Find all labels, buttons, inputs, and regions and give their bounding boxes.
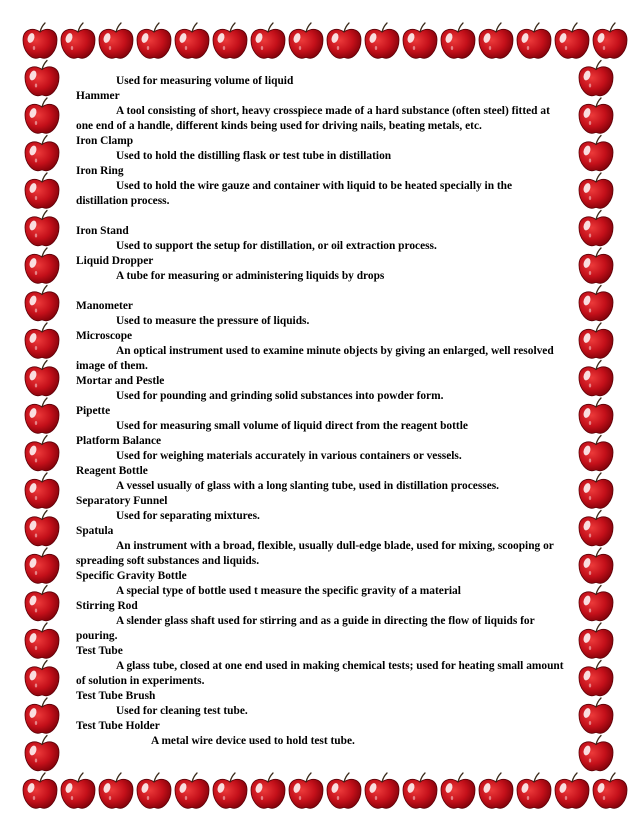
entry-term: Test Tube <box>76 645 123 657</box>
apple-icon <box>479 773 513 808</box>
apple-icon <box>213 773 247 808</box>
glossary-list <box>76 89 566 749</box>
apple-icon <box>23 23 57 58</box>
entry-definition: Used for separating mixtures. <box>116 510 260 522</box>
entry-definition: A vessel usually of glass with a long slanting tube, used in distillation processes. <box>116 480 500 492</box>
apple-icon <box>579 286 613 321</box>
apple-icon <box>579 548 613 583</box>
glossary-entry <box>76 464 566 494</box>
entry-definition: An instrument with a broad, flexible, usually dull-edge blade, used for mixing, scooping or spreading soft substances and liquids. <box>76 540 554 567</box>
entry-term: Reagent Bottle <box>76 465 148 477</box>
entry-term: Stirring Rod <box>76 600 138 612</box>
apple-icon <box>25 661 59 696</box>
glossary-entry <box>76 524 566 569</box>
apple-icon <box>25 511 59 546</box>
entry-definition: Used for cleaning test tube. <box>116 705 248 717</box>
apple-icon <box>99 23 133 58</box>
glossary-entry <box>76 374 566 404</box>
apple-icon <box>579 211 613 246</box>
apple-icon <box>555 773 589 808</box>
apple-icon <box>593 773 627 808</box>
apple-icon <box>579 323 613 358</box>
apple-icon <box>137 23 171 58</box>
apple-icon <box>175 773 209 808</box>
entry-definition: Used for pounding and grinding solid substances into powder form. <box>116 390 444 402</box>
glossary-entry <box>76 434 566 464</box>
apple-icon <box>579 361 613 396</box>
apple-icon <box>289 773 323 808</box>
entry-definition: A glass tube, closed at one end used in making chemical tests; used for heating small amount of solution in experiments. <box>76 660 564 687</box>
entry-term: Iron Stand <box>76 225 129 237</box>
entry-definition: Used to support the setup for distillation, or oil extraction process. <box>116 240 437 252</box>
glossary-entry <box>76 224 566 254</box>
entry-definition: A slender glass shaft used for stirring and as a guide in directing the flow of liquids for pouring. <box>76 615 535 642</box>
apple-icon <box>579 136 613 171</box>
apple-icon <box>479 23 513 58</box>
apple-icon <box>25 211 59 246</box>
entry-term: Test Tube Brush <box>76 690 156 702</box>
apple-icon <box>25 398 59 433</box>
apple-icon <box>579 623 613 658</box>
entry-term: Platform Balance <box>76 435 162 447</box>
glossary-entry <box>76 89 566 134</box>
entry-definition: An optical instrument used to examine minute objects by giving an enlarged, well resolved image of them. <box>76 345 554 372</box>
apple-icon <box>61 23 95 58</box>
apple-icon <box>25 248 59 283</box>
apple-icon <box>25 698 59 733</box>
entry-term: Test Tube Holder <box>76 720 160 732</box>
apple-icon <box>289 23 323 58</box>
entry-term: Iron Ring <box>76 165 124 177</box>
apple-icon <box>25 173 59 208</box>
entry-term: Microscope <box>76 330 133 342</box>
apple-icon <box>579 98 613 133</box>
entry-definition: A special type of bottle used t measure the specific gravity of a material <box>116 585 461 597</box>
apple-icon <box>403 23 437 58</box>
apple-icon <box>517 23 551 58</box>
entry-definition: Used for weighing materials accurately in various containers or vessels. <box>116 450 462 462</box>
apple-icon <box>25 136 59 171</box>
apple-icon <box>175 23 209 58</box>
apple-icon <box>25 61 59 96</box>
apple-icon <box>213 23 247 58</box>
apple-icon <box>579 436 613 471</box>
glossary-entry <box>76 719 566 749</box>
entry-definition: Used for measuring small volume of liquid direct from the reagent bottle <box>116 420 468 432</box>
apple-icon <box>579 61 613 96</box>
apple-icon <box>517 773 551 808</box>
glossary-entry <box>76 494 566 524</box>
glossary-entry <box>76 134 566 164</box>
apple-icon <box>555 23 589 58</box>
intro-definition: Used for measuring volume of liquid <box>116 75 294 87</box>
apple-icon <box>593 23 627 58</box>
glossary-entry <box>76 404 566 434</box>
apple-icon <box>251 23 285 58</box>
apple-icon <box>137 773 171 808</box>
glossary-entry <box>76 599 566 644</box>
glossary-entry <box>76 689 566 719</box>
entry-term: Spatula <box>76 525 114 537</box>
glossary-entry <box>76 329 566 374</box>
apple-icon <box>327 773 361 808</box>
apple-icon <box>579 661 613 696</box>
apple-icon <box>441 773 475 808</box>
apple-icon <box>25 98 59 133</box>
apple-icon <box>579 173 613 208</box>
apple-icon <box>579 511 613 546</box>
entry-definition: Used to hold the wire gauze and container with liquid to be heated specially in the distillation process. <box>76 180 513 207</box>
apple-icon <box>25 361 59 396</box>
glossary-entry <box>76 644 566 689</box>
apple-icon <box>579 586 613 621</box>
apple-icon <box>441 23 475 58</box>
entry-term: Pipette <box>76 405 111 417</box>
entry-term: Hammer <box>76 90 120 102</box>
apple-icon <box>579 248 613 283</box>
glossary-entry <box>76 569 566 599</box>
apple-icon <box>25 736 59 771</box>
apple-icon <box>99 773 133 808</box>
entry-term: Liquid Dropper <box>76 255 154 267</box>
apple-icon <box>23 773 57 808</box>
apple-icon <box>61 773 95 808</box>
entry-term: Iron Clamp <box>76 135 134 147</box>
glossary-entry <box>76 254 566 284</box>
glossary-entry <box>76 164 566 209</box>
entry-term: Manometer <box>76 300 133 312</box>
apple-icon <box>579 398 613 433</box>
entry-definition: A metal wire device used to hold test tube. <box>151 735 355 747</box>
apple-icon <box>579 736 613 771</box>
apple-icon <box>403 773 437 808</box>
entry-term: Separatory Funnel <box>76 495 168 507</box>
apple-icon <box>25 548 59 583</box>
apple-icon <box>25 473 59 508</box>
apple-icon <box>365 773 399 808</box>
apple-icon <box>25 623 59 658</box>
entry-definition: A tool consisting of short, heavy crosspiece made of a hard substance (often steel) fitted at one end of a handle, different kinds being used for driving nails, beating metals, etc. <box>76 105 550 132</box>
glossary-content <box>76 74 566 749</box>
entry-definition: Used to hold the distilling flask or test tube in distillation <box>116 150 392 162</box>
apple-icon <box>579 473 613 508</box>
apple-icon <box>251 773 285 808</box>
glossary-entry <box>76 299 566 329</box>
entry-definition: Used to measure the pressure of liquids. <box>116 315 310 327</box>
entry-term: Mortar and Pestle <box>76 375 165 387</box>
apple-icon <box>579 698 613 733</box>
apple-icon <box>25 323 59 358</box>
apple-icon <box>25 286 59 321</box>
apple-icon <box>365 23 399 58</box>
entry-term: Specific Gravity Bottle <box>76 570 187 582</box>
entry-definition: A tube for measuring or administering liquids by drops <box>116 270 385 282</box>
apple-icon <box>327 23 361 58</box>
apple-icon <box>25 586 59 621</box>
apple-icon <box>25 436 59 471</box>
